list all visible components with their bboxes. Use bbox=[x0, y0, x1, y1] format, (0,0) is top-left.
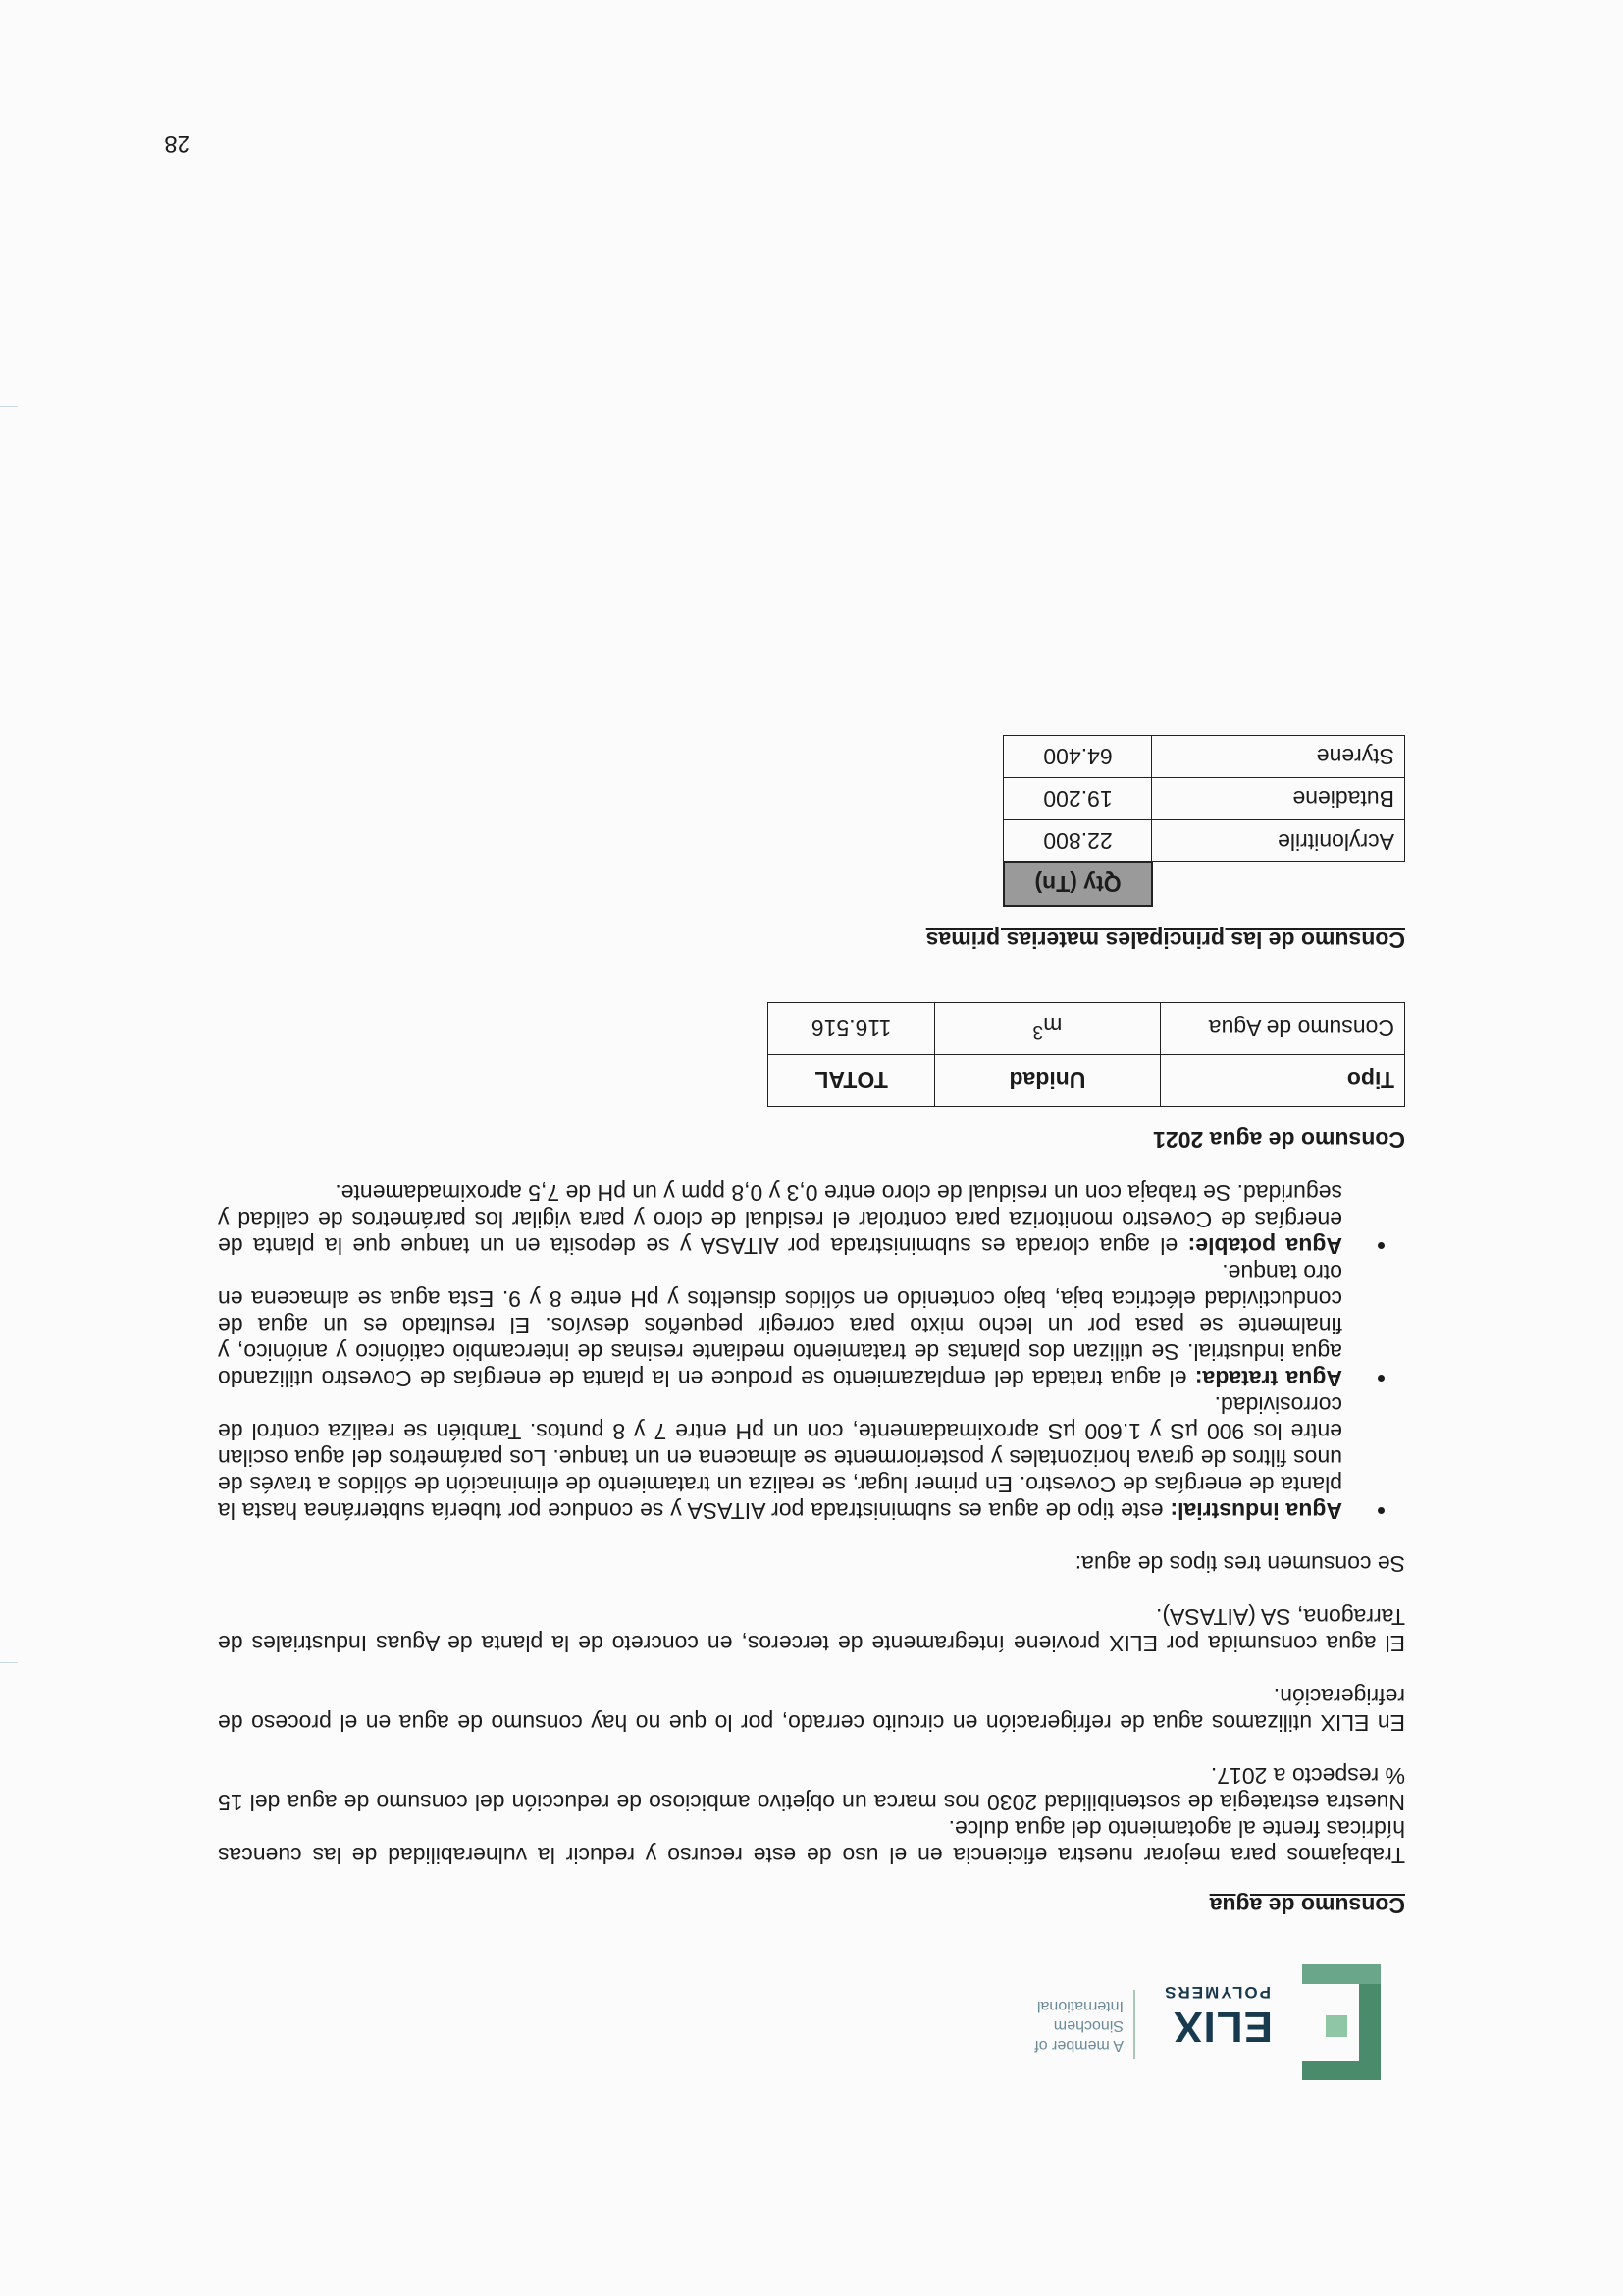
header-tipo: Tipo bbox=[1160, 1055, 1404, 1107]
material-qty: 22.800 bbox=[1004, 820, 1152, 863]
material-name: Acrylonitrile bbox=[1152, 820, 1405, 863]
paragraph-4: El agua consumida por ELIX proviene íntegramente de terceros, en concreto de la planta de Aguas Industriales de Tarragona, SA (AITASA). bbox=[218, 1604, 1405, 1656]
table-row bbox=[1004, 778, 1405, 820]
list-item-industrial bbox=[218, 1391, 1364, 1524]
bullet-text: el agua tratada del emplazamiento se produce en la planta de energías de Covestro utilizando agua industrial. Se utilizan dos plantas de tratamiento mediante resinas de intercambio catiónico y aniónico, y finalmente se pasa por un lecho mixto para corregir pequeños desvíos. El resultado es un agua de conductividad eléctrica baja, bajo contenido en sólidos disueltos y pH entre 8 y 9. Esta agua se almacena en otro tanque. bbox=[218, 1260, 1342, 1391]
bullet-text: el agua clorada es subministrada por AITASA y se deposita en un tanque que la planta de energías de Covestro monitoriza para controlar el residual de cloro y para vigilar los parámetros de calidad y seguridad. Se trabaja con un residual de cloro entre 0,3 y 0,8 ppm y un pH de 7,5 aproximadamente. bbox=[218, 1180, 1342, 1259]
material-name: Styrene bbox=[1152, 736, 1405, 778]
logo-tagline: A member of Sinochem International bbox=[1034, 1998, 1124, 2054]
page-content bbox=[218, 735, 1405, 1918]
table-row bbox=[1004, 736, 1405, 778]
material-qty: 19.200 bbox=[1004, 778, 1152, 820]
logo-mark-icon bbox=[1302, 1964, 1381, 2080]
material-qty: 64.400 bbox=[1004, 736, 1152, 778]
cell-total: 116.516 bbox=[768, 1003, 935, 1055]
list-item-tratada bbox=[218, 1259, 1364, 1391]
header-qty: Qty (Tn) bbox=[1004, 862, 1152, 906]
bullet-term: Agua industrial: bbox=[1170, 1498, 1342, 1524]
margin-mark bbox=[0, 1662, 18, 1663]
list-item-potable bbox=[218, 1179, 1364, 1259]
header-unidad: Unidad bbox=[935, 1055, 1160, 1107]
water-types-list bbox=[218, 1179, 1405, 1524]
bullet-term: Agua potable: bbox=[1187, 1233, 1342, 1259]
logo-divider bbox=[1133, 1990, 1135, 2059]
table-header-row bbox=[768, 1055, 1405, 1107]
paragraph-1: Trabajamos para mejorar nuestra eficiencia en el uso de este recurso y reducir la vulnerabilidad de las cuencas hídricas frente al agotamiento del agua dulce. bbox=[218, 1816, 1405, 1868]
table-row bbox=[1004, 820, 1405, 863]
paragraph-2: Nuestra estrategia de sostenibilidad 2030 nos marca un objetivo ambicioso de reducción del consumo de agua del 15 % respecto a 2017. bbox=[218, 1763, 1405, 1815]
table-row bbox=[768, 1003, 1405, 1055]
bullet-term: Agua tratada: bbox=[1194, 1366, 1342, 1391]
logo-name: ELIX bbox=[1173, 2003, 1273, 2051]
cell-unidad: $m^3$ bbox=[935, 1003, 1160, 1055]
paragraph-3: En ELIX utilizamos agua de refrigeración en circuito cerrado, por lo que no hay consumo de agua en el proceso de refrigeración. bbox=[218, 1684, 1405, 1736]
cell-tipo: Consumo de Agua bbox=[1160, 1003, 1404, 1055]
materials-table-title: Consumo de las principales materias primas bbox=[925, 927, 1405, 953]
margin-mark bbox=[0, 406, 18, 407]
materials-table bbox=[1003, 735, 1405, 907]
elix-logo bbox=[969, 1962, 1381, 2080]
header-total: TOTAL bbox=[768, 1055, 935, 1107]
water-table-title: Consumo de agua 2021 bbox=[1153, 1127, 1405, 1153]
bullet-text: este tipo de agua es subministrada por AITASA y se conduce por tubería subterránea hasta la planta de energías de Covestro. En primer lugar, se realiza un tratamiento de eliminación de sólidos a través de unos filtros de grava horizontales y posteriormente se almacena en un tanque. Los parámetros del agua oscilan entre los 900 µS y 1.600 µS aproximadamente, con un pH entre 7 y 8 puntos. También se realiza control de corrosividad. bbox=[217, 1392, 1342, 1524]
section-title: Consumo de agua bbox=[1209, 1893, 1405, 1918]
paragraph-5: Se consumen tres tipos de agua: bbox=[1074, 1551, 1405, 1577]
page-number: 28 bbox=[164, 130, 190, 157]
table-header-row bbox=[1004, 862, 1405, 906]
logo-sub: POLYMERS bbox=[1163, 1983, 1271, 2002]
material-name: Butadiene bbox=[1152, 778, 1405, 820]
water-consumption-table bbox=[767, 1002, 1405, 1107]
